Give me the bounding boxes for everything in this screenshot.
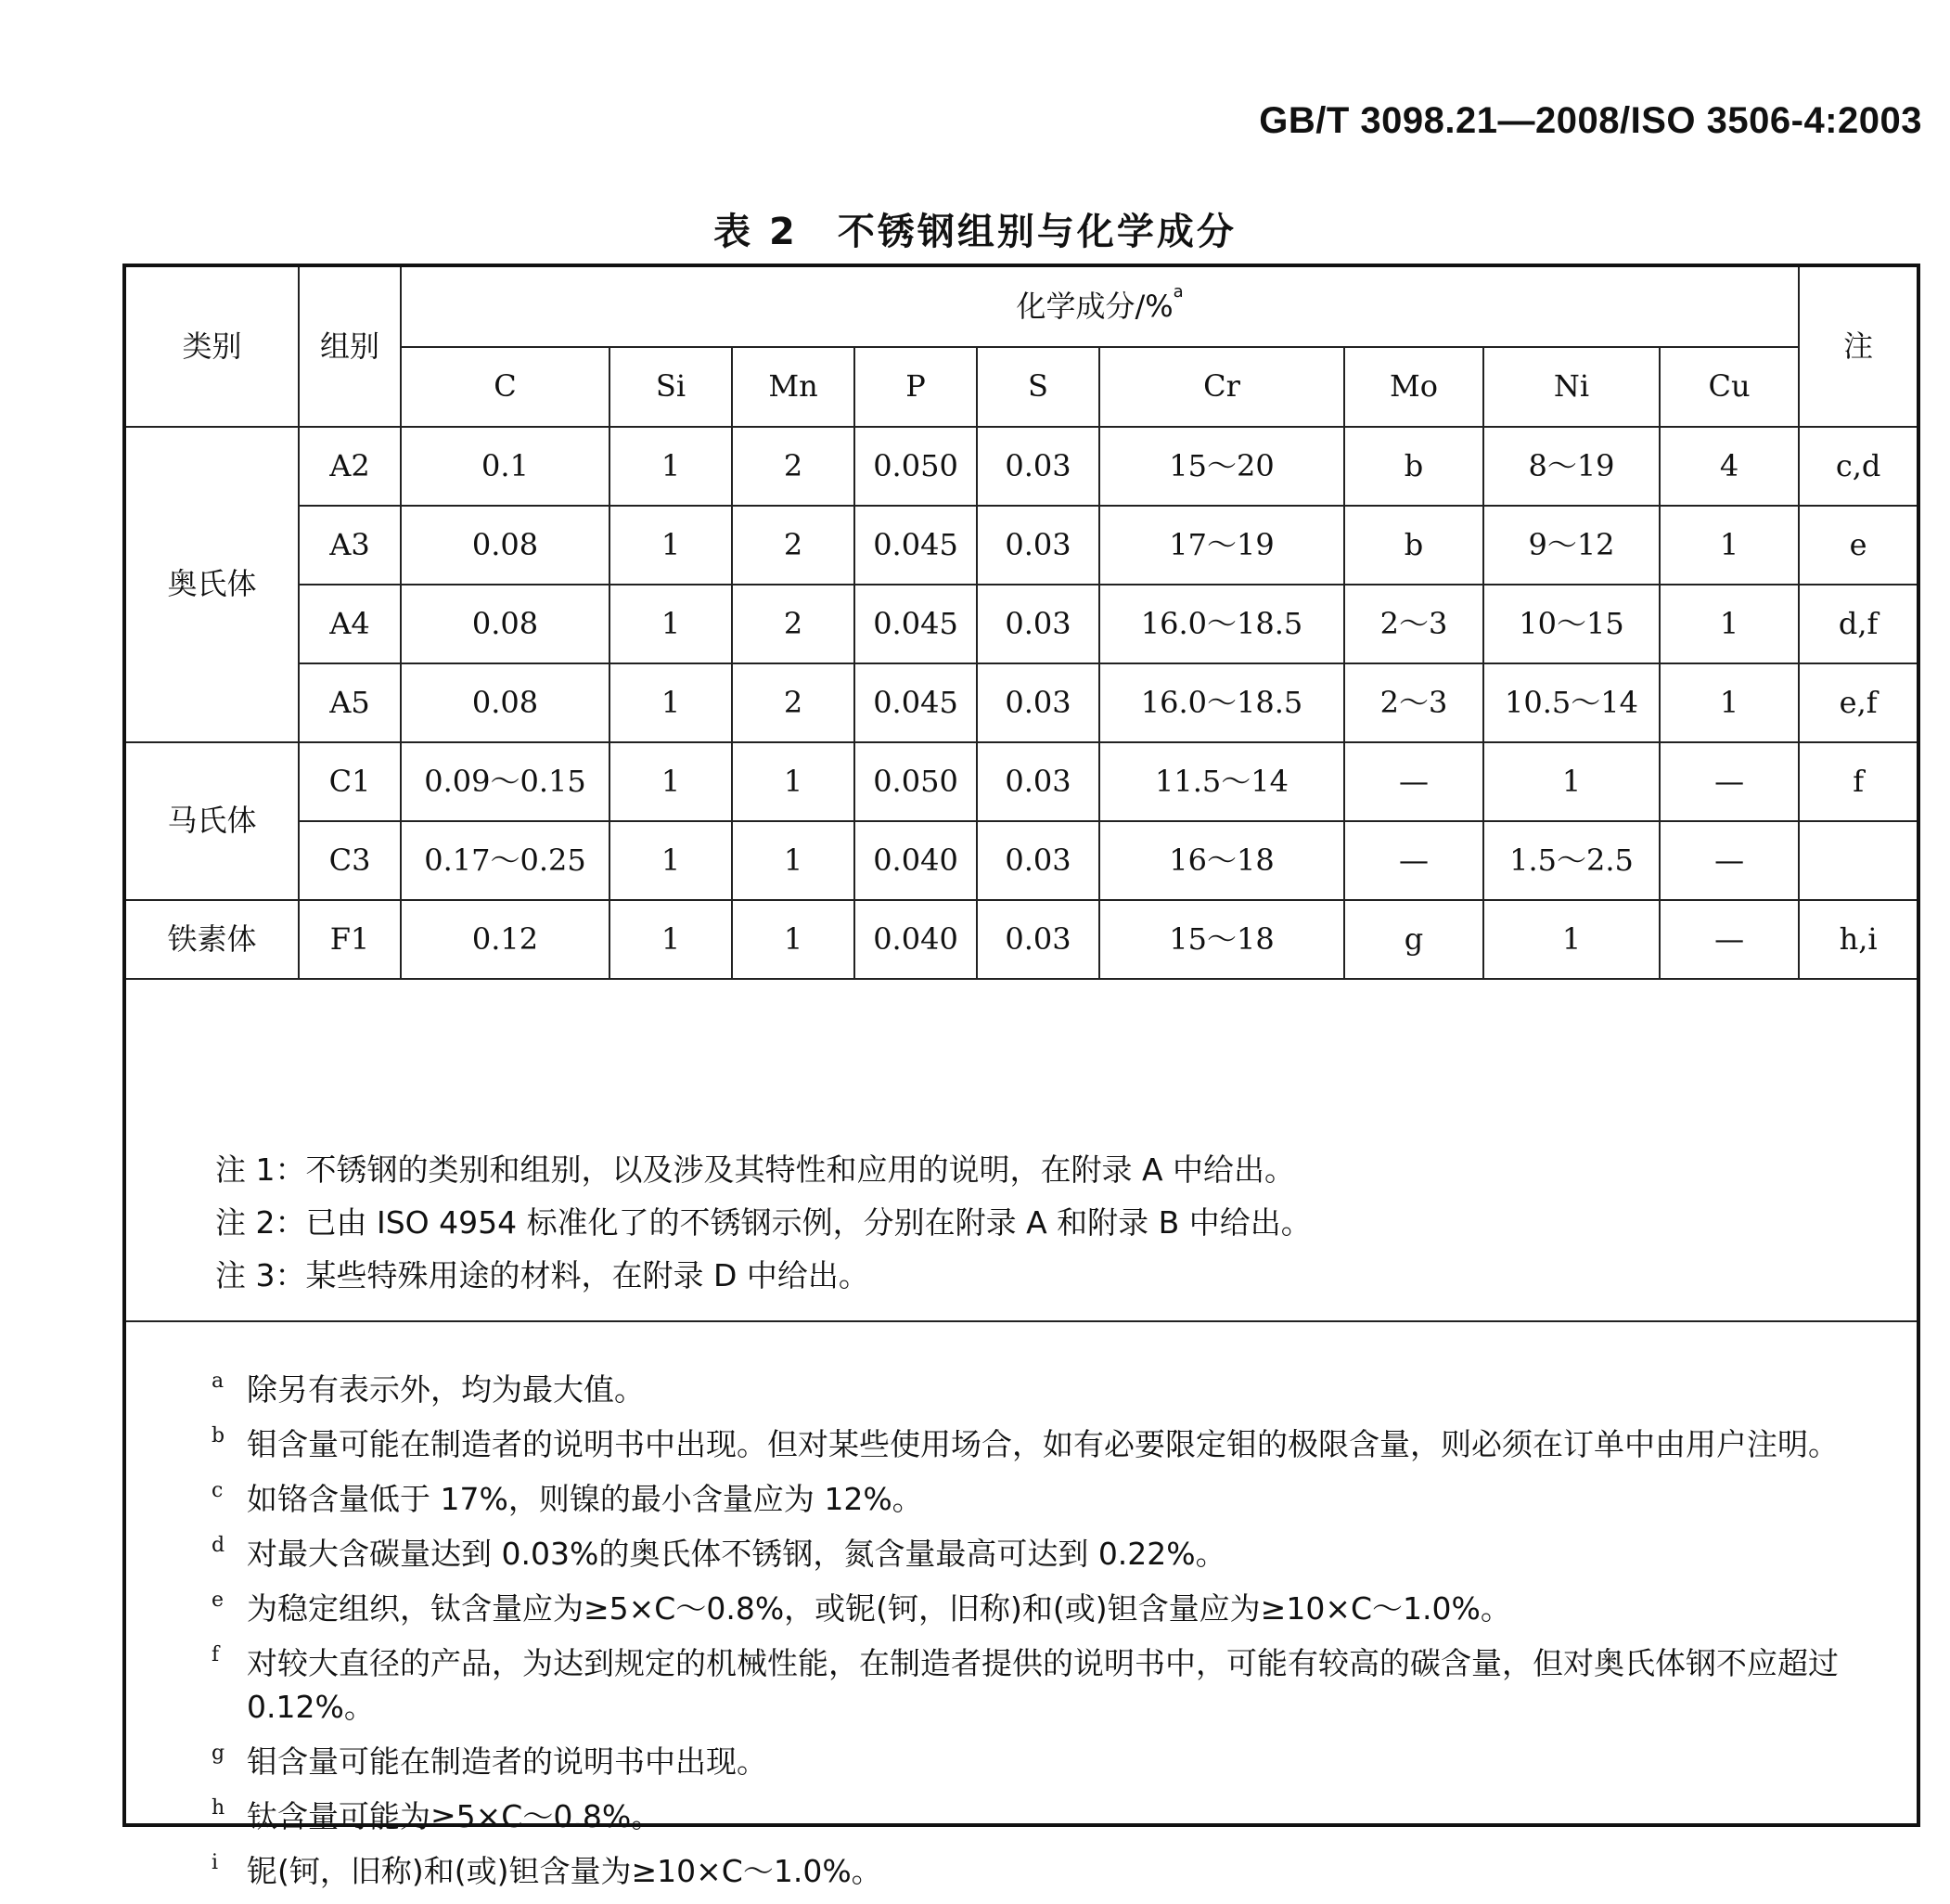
note-line: 注 3：某些特殊用途的材料，在附录 D 中给出。 [215,1257,869,1293]
cell-note: c,d [1799,427,1917,506]
header-element: Cr [1099,347,1344,427]
header-composition-footnote-mark: a [1173,281,1184,302]
table-notes [126,1121,1917,1322]
cell-s: 0.03 [977,506,1099,585]
cell-cu: — [1660,821,1799,900]
header-element: Ni [1483,347,1660,427]
note-line: 注 2：已由 ISO 4954 标准化了的不锈钢示例，分别在附录 A 和附录 B 中给出。 [215,1204,1312,1241]
table-row [126,506,1917,585]
cell-mn: 2 [732,506,854,585]
cell-s: 0.03 [977,427,1099,506]
header-note: 注 [1799,267,1917,427]
cell-c: 0.08 [401,506,609,585]
cell-mo: g [1344,900,1483,979]
header-group: 组别 [299,267,401,427]
footnote [212,1368,1889,1411]
header-composition-label: 化学成分/% [1016,288,1174,324]
cell-p: 0.045 [854,506,977,585]
table-caption: 表 2 不锈钢组别与化学成分 [713,211,1237,253]
table-row [126,821,1917,900]
cell-cr: 16.0～18.5 [1099,585,1344,663]
cell-s: 0.03 [977,900,1099,979]
cell-c: 0.09～0.15 [401,742,609,821]
cell-group: C1 [299,742,401,821]
footnote [212,1477,1889,1521]
cell-ni: 1 [1483,900,1660,979]
header-composition [401,267,1799,347]
cell-si: 1 [609,900,732,979]
header-element: Mn [732,347,854,427]
table-row [126,742,1917,821]
cell-note [1799,821,1917,900]
cell-note: e [1799,506,1917,585]
note-line: 注 1：不锈钢的类别和组别，以及涉及其特性和应用的说明，在附录 A 中给出。 [215,1151,1296,1188]
cell-group: C3 [299,821,401,900]
category-austenitic: 奥氏体 [126,427,299,742]
cell-cu: 1 [1660,506,1799,585]
cell-s: 0.03 [977,585,1099,663]
cell-p: 0.040 [854,821,977,900]
footnote-text: 钼含量可能在制造者的说明书中出现。 [247,1743,767,1780]
footnote-mark: g [212,1742,225,1765]
cell-p: 0.050 [854,427,977,506]
cell-c: 0.08 [401,663,609,742]
footnote-text: 对最大含碳量达到 0.03%的奥氏体不锈钢，氮含量最高可达到 0.22%。 [247,1536,1226,1572]
footnote-mark: c [212,1479,224,1502]
footnote-text: 如铬含量低于 17%，则镍的最小含量应为 12%。 [247,1481,923,1517]
cell-group: A5 [299,663,401,742]
table-frame [122,264,1920,1889]
footnote-mark: d [212,1534,225,1557]
footnote-text: 钼含量可能在制造者的说明书中出现。但对某些使用场合，如有必要限定钼的极限含量，则必须在订单中由用户注明。 [247,1426,1839,1462]
header-element: P [854,347,977,427]
footnote [212,1532,1889,1576]
cell-cr: 16～18 [1099,821,1344,900]
cell-mn: 1 [732,742,854,821]
footnote-mark: i [212,1851,219,1874]
footnote-text: 铌(钶，旧称)和(或)钽含量为≥10×C～1.0%。 [247,1853,882,1889]
cell-group: F1 [299,900,401,979]
header-element: Cu [1660,347,1799,427]
cell-si: 1 [609,585,732,663]
header-element: C [401,347,609,427]
composition-table [126,267,1917,980]
cell-ni: 8～19 [1483,427,1660,506]
cell-mn: 2 [732,663,854,742]
table-row [126,585,1917,663]
cell-cr: 16.0～18.5 [1099,663,1344,742]
cell-si: 1 [609,663,732,742]
cell-mn: 2 [732,427,854,506]
cell-ni: 9～12 [1483,506,1660,585]
cell-s: 0.03 [977,821,1099,900]
cell-cr: 17～19 [1099,506,1344,585]
cell-ni: 10～15 [1483,585,1660,663]
cell-p: 0.045 [854,663,977,742]
cell-s: 0.03 [977,742,1099,821]
footnote-text: 为稳定组织，钛含量应为≥5×C～0.8%，或铌(钶，旧称)和(或)钽含量应为≥10×C～1.0%。 [247,1590,1511,1627]
cell-ni: 1 [1483,742,1660,821]
footnote-mark: f [212,1643,220,1666]
cell-mo: — [1344,821,1483,900]
cell-cr: 15～18 [1099,900,1344,979]
cell-note: h,i [1799,900,1917,979]
cell-mo: 2～3 [1344,585,1483,663]
cell-cu: — [1660,742,1799,821]
footnote-mark: e [212,1589,225,1612]
table-row [126,663,1917,742]
cell-c: 0.12 [401,900,609,979]
cell-si: 1 [609,427,732,506]
header-element: Mo [1344,347,1483,427]
cell-si: 1 [609,506,732,585]
cell-note: f [1799,742,1917,821]
footnote [212,1587,1889,1630]
footnote-mark: b [212,1424,225,1447]
cell-mn: 1 [732,821,854,900]
cell-c: 0.08 [401,585,609,663]
cell-s: 0.03 [977,663,1099,742]
category-martensitic: 马氏体 [126,742,299,900]
cell-ni: 1.5～2.5 [1483,821,1660,900]
cell-si: 1 [609,742,732,821]
cell-cr: 11.5～14 [1099,742,1344,821]
cell-p: 0.040 [854,900,977,979]
footnote [212,1795,1889,1838]
cell-mo: 2～3 [1344,663,1483,742]
cell-mo: — [1344,742,1483,821]
cell-mn: 1 [732,900,854,979]
header-category: 类别 [126,267,299,427]
header-element: Si [609,347,732,427]
table-row [126,427,1917,506]
footnote-mark: h [212,1796,225,1820]
footnote [212,1422,1889,1466]
table-footnotes [126,1314,1917,1904]
footnote [212,1641,1889,1729]
footnote-text: 钛含量可能为≥5×C～0.8%。 [247,1798,662,1834]
cell-p: 0.045 [854,585,977,663]
cell-cu: 1 [1660,585,1799,663]
cell-note: e,f [1799,663,1917,742]
cell-mn: 2 [732,585,854,663]
footnote-text: 除另有表示外，均为最大值。 [247,1371,645,1408]
cell-ni: 10.5～14 [1483,663,1660,742]
cell-si: 1 [609,821,732,900]
standard-code: GB/T 3098.21—2008/ISO 3506-4:2003 [1259,100,1922,141]
footnote-mark: a [212,1370,225,1393]
header-element: S [977,347,1099,427]
cell-cr: 15～20 [1099,427,1344,506]
category-ferritic: 铁素体 [126,900,299,979]
footnote [212,1849,1889,1893]
cell-c: 0.1 [401,427,609,506]
cell-p: 0.050 [854,742,977,821]
cell-mo: b [1344,506,1483,585]
cell-cu: 1 [1660,663,1799,742]
cell-c: 0.17～0.25 [401,821,609,900]
cell-cu: 4 [1660,427,1799,506]
table-row [126,900,1917,979]
cell-cu: — [1660,900,1799,979]
footnote [212,1740,1889,1783]
cell-group: A2 [299,427,401,506]
cell-group: A3 [299,506,401,585]
cell-note: d,f [1799,585,1917,663]
cell-mo: b [1344,427,1483,506]
footnote-text: 对较大直径的产品，为达到规定的机械性能，在制造者提供的说明书中，可能有较高的碳含量，但对奥氏体钢不应超过 0.12%。 [247,1645,1839,1725]
cell-group: A4 [299,585,401,663]
